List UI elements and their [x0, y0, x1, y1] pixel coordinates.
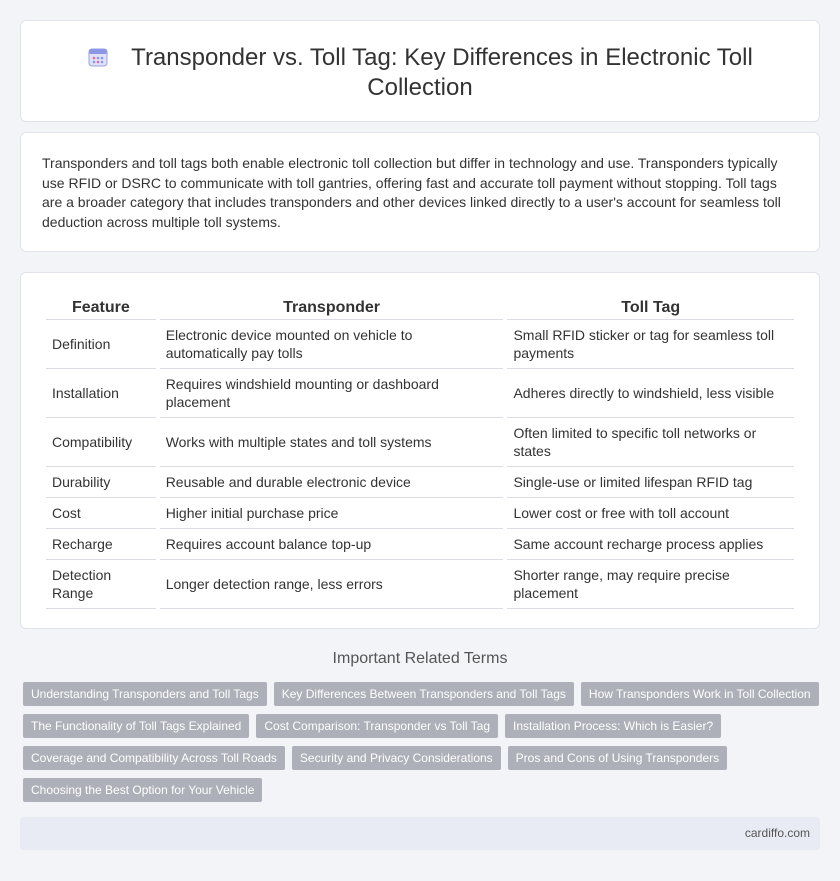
related-term-tag[interactable]: Cost Comparison: Transponder vs Toll Tag — [256, 714, 498, 738]
table-row — [46, 320, 794, 369]
table-row — [46, 529, 794, 560]
cell-feature: Recharge — [46, 529, 156, 560]
footer — [20, 817, 820, 850]
cell-transponder: Electronic device mounted on vehicle to automatically pay tolls — [160, 320, 504, 369]
page-title-wrap — [21, 43, 819, 103]
table-row — [46, 498, 794, 529]
related-term-tag[interactable]: How Transponders Work in Toll Collection — [581, 682, 819, 706]
cell-feature: Definition — [46, 320, 156, 369]
related-term-tag[interactable]: Coverage and Compatibility Across Toll Roads — [23, 746, 285, 770]
cell-toll-tag: Often limited to specific toll networks or states — [507, 418, 794, 467]
cell-toll-tag: Small RFID sticker or tag for seamless toll payments — [507, 320, 794, 369]
page-title: Transponder vs. Toll Tag: Key Differences in Electronic Toll Collection — [131, 44, 753, 101]
cell-transponder: Works with multiple states and toll systems — [160, 418, 504, 467]
related-terms-tags — [23, 682, 823, 802]
table-header-row — [46, 297, 794, 320]
cell-transponder: Requires account balance top-up — [160, 529, 504, 560]
cell-transponder: Higher initial purchase price — [160, 498, 504, 529]
cell-transponder: Requires windshield mounting or dashboard placement — [160, 369, 504, 418]
calendar-icon — [87, 46, 109, 68]
related-terms-title: Important Related Terms — [332, 650, 508, 667]
cell-transponder: Longer detection range, less errors — [160, 560, 504, 609]
cell-toll-tag: Single-use or limited lifespan RFID tag — [507, 467, 794, 498]
related-term-tag[interactable]: Choosing the Best Option for Your Vehicle — [23, 778, 262, 802]
cell-toll-tag: Shorter range, may require precise placement — [507, 560, 794, 609]
cell-toll-tag: Lower cost or free with toll account — [507, 498, 794, 529]
header-toll-tag: Toll Tag — [507, 297, 794, 320]
cell-feature: Detection Range — [46, 560, 156, 609]
cell-feature: Installation — [46, 369, 156, 418]
comparison-table — [42, 297, 798, 609]
related-term-tag[interactable]: The Functionality of Toll Tags Explained — [23, 714, 249, 738]
footer-site-link[interactable]: cardiffo.com — [744, 826, 810, 840]
table-row — [46, 560, 794, 609]
table-row — [46, 467, 794, 498]
table-row — [46, 418, 794, 467]
related-term-tag[interactable]: Understanding Transponders and Toll Tags — [23, 682, 267, 706]
cell-toll-tag: Same account recharge process applies — [507, 529, 794, 560]
related-term-tag[interactable]: Security and Privacy Considerations — [292, 746, 501, 770]
table-row — [46, 369, 794, 418]
header-feature: Feature — [46, 297, 156, 320]
comparison-table-card — [20, 272, 820, 629]
header-transponder: Transponder — [160, 297, 504, 320]
intro-text: Transponders and toll tags both enable electronic toll collection but differ in technology and use. Transponders typically use RFID or DSRC to communicate with toll gantries, offering fast and accurate toll payment without stopping. Toll tags are a broader category that includes transponders and other devices linked directly to a user's account for seamless toll deduction across multiple toll systems. — [42, 155, 781, 230]
cell-feature: Cost — [46, 498, 156, 529]
related-term-tag[interactable]: Installation Process: Which is Easier? — [505, 714, 721, 738]
cell-toll-tag: Adheres directly to windshield, less visible — [507, 369, 794, 418]
cell-feature: Compatibility — [46, 418, 156, 467]
related-term-tag[interactable]: Key Differences Between Transponders and Toll Tags — [274, 682, 574, 706]
intro-card — [20, 132, 820, 252]
related-term-tag[interactable]: Pros and Cons of Using Transponders — [508, 746, 727, 770]
cell-feature: Durability — [46, 467, 156, 498]
header-card — [20, 20, 820, 122]
cell-transponder: Reusable and durable electronic device — [160, 467, 504, 498]
